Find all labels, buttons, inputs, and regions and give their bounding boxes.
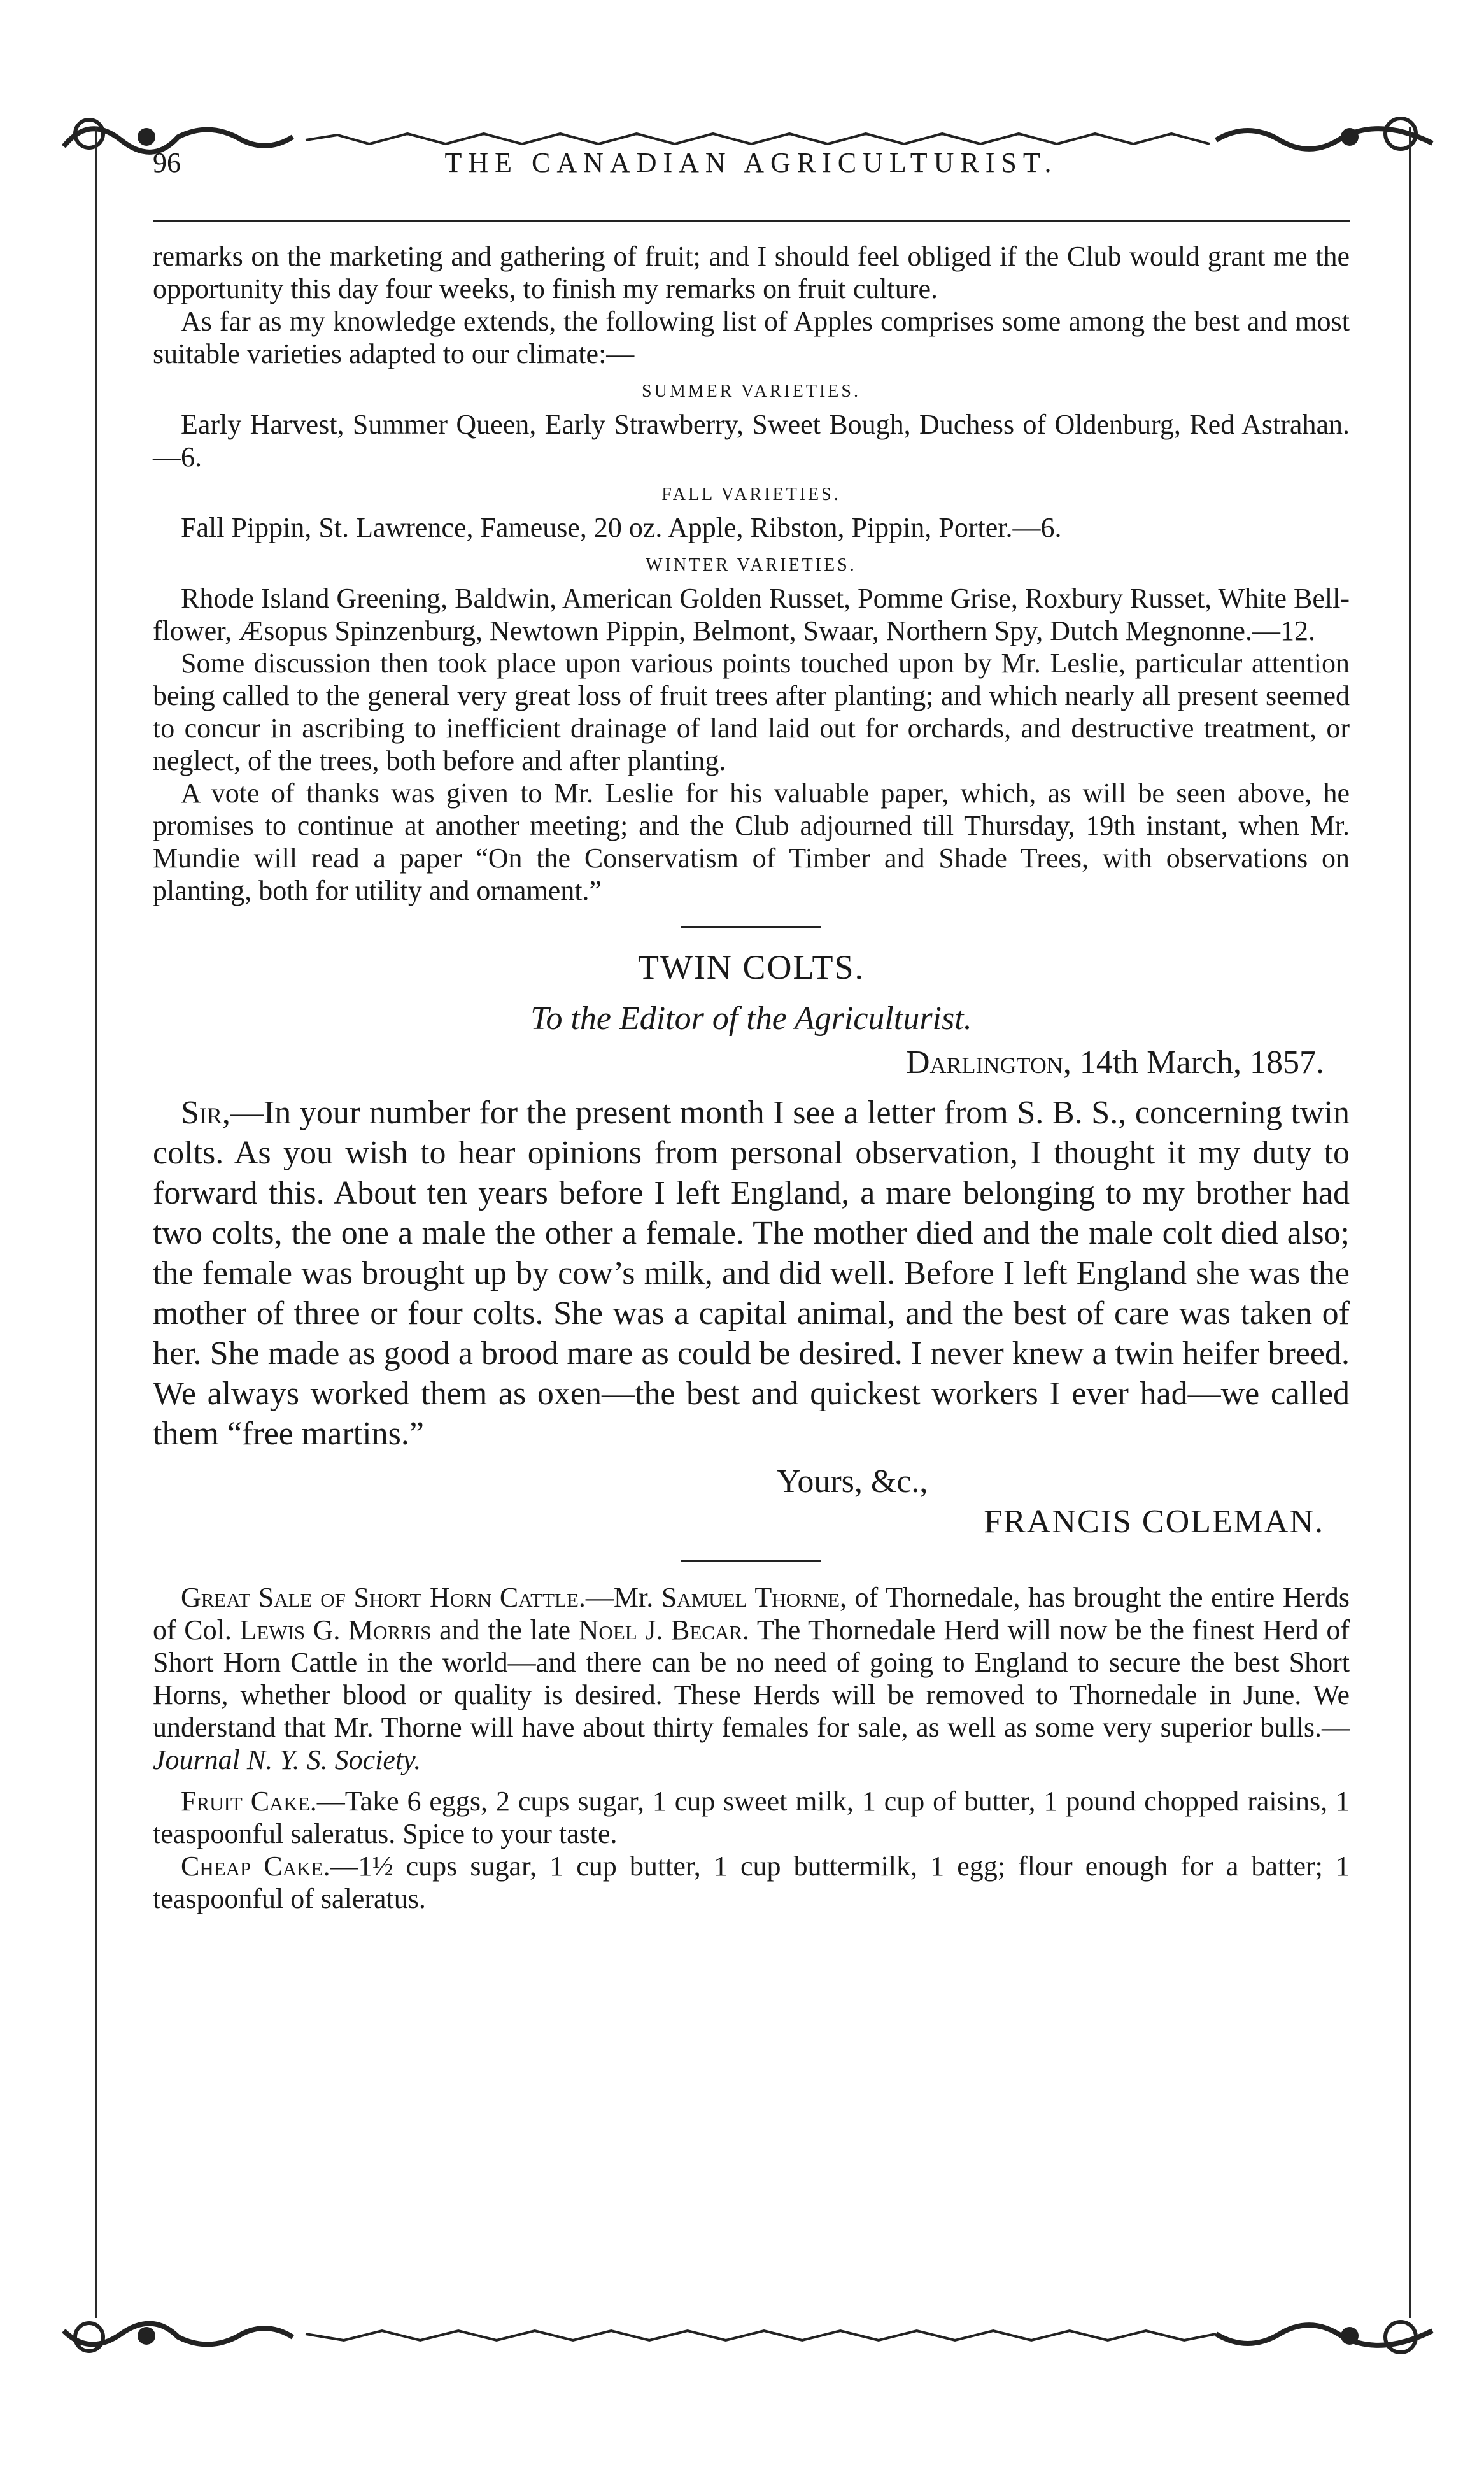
cattle-text-2: of Thornedale, has brought the entire Herds of Col. (153, 1582, 1350, 1646)
twin-colts-letter (153, 948, 1350, 1540)
section-divider (681, 926, 821, 928)
summer-varieties-heading: SUMMER VARIETIES. (642, 381, 861, 401)
cheap-cake-lead: Cheap Cake. (181, 1851, 330, 1882)
winter-varieties-list: Rhode Island Greening, Baldwin, American Golden Russet, Pomme Grise, Roxbury Russet, White Bell-flower, Æsopus Spinzenburg, Newtown Pippin, Belmont, Swaar, Northern Spy, Dutch Megnonne.—12. (153, 583, 1350, 646)
dateline-date: 14th March, 1857. (1079, 1044, 1324, 1081)
page-number: 96 (153, 147, 181, 178)
fall-varieties-heading: FALL VARIETIES. (661, 485, 841, 504)
letter-signature: FRANCIS COLEMAN. (984, 1504, 1324, 1540)
fruit-cake-lead: Fruit Cake. (181, 1786, 317, 1817)
fruit-cake-text: —Take 6 eggs, 2 cups sugar, 1 cup sweet milk, 1 cup of butter, 1 pound chopped raisins, 1 teaspoonful saleratus. Spice to your taste. (153, 1786, 1350, 1849)
cattle-sale-notice (153, 1581, 1350, 1776)
apples-intro-paragraph: As far as my knowledge extends, the following list of Apples comprises some among the best and most suitable varieties adapted to our climate:— (153, 306, 1350, 369)
article-title: TWIN COLTS. (638, 948, 865, 986)
running-title: THE CANADIAN AGRICULTURIST. (444, 147, 1058, 178)
letter-address: To the Editor of the Agriculturist. (530, 1000, 972, 1037)
summer-varieties-list: Early Harvest, Summer Queen, Early Strawberry, Sweet Bough, Duchess of Oldenburg, Red Astrahan.—6. (153, 409, 1350, 473)
letter-closing: Yours, &c., (777, 1463, 928, 1500)
cattle-text-4: The Thornedale Herd will now be the finest Herd of Short Horn Cattle in the world—and there can be no need of going to England to secure the best Short Horns, whether blood or quality is desired. These Herds will be removed to Thornedale in June. We understand that Mr. Thorne will have about thirty females for sale, as well as some very superior bulls.— (153, 1614, 1350, 1743)
letter-body-text: —In your number for the present month I see a letter from S. B. S., concerning twin colts. As you wish to hear opinions from personal observation, I thought it my duty to forward this. About ten years before I left England, a mare belonging to my brother had two colts, the one a male the other a female. The mother died and the male colt died also; the female was brought up by cow’s milk, and did well. Before I left England she was the mother of three or four colts. She was a capital animal, and the best of care was taken of her. She made as good a brood mare as could be desired. I never knew a twin heifer breed. We always worked them as oxen—the best and quickest workers I ever had—we called them “free martins.” (153, 1095, 1350, 1452)
letter-dateline (153, 1044, 1350, 1081)
letter-salutation: Sir, (181, 1095, 230, 1131)
cattle-text-1: —Mr. (585, 1582, 661, 1613)
cattle-sale-lead: Great Sale of Short Horn Cattle. (181, 1582, 586, 1613)
winter-varieties-heading: WINTER VARIETIES. (646, 555, 857, 575)
fruit-club-report (153, 240, 1350, 907)
fall-varieties-list: Fall Pippin, St. Lawrence, Fameuse, 20 oz. Apple, Ribston, Pippin, Porter.—6. (181, 512, 1062, 543)
cattle-source: Journal N. Y. S. Society. (153, 1744, 421, 1775)
cheap-cake-recipe (153, 1850, 1350, 1915)
continuation-paragraph: remarks on the marketing and gathering of fruit; and I should feel obliged if the Club would grant me the opportunity this day four weeks, to finish my remarks on fruit culture. (153, 241, 1350, 304)
dateline-place: Darlington, (905, 1044, 1071, 1081)
page-content (153, 146, 1350, 1915)
discussion-paragraph: Some discussion then took place upon various points touched upon by Mr. Leslie, particular attention being called to the general very great loss of fruit trees after planting; and which nearly all present seemed to concur in ascribing to inefficient drainage of land laid out for orchards, and destructive treatment, or neglect, of the trees, both before and after planting. (153, 648, 1350, 776)
section-divider-2 (681, 1560, 821, 1562)
fruit-cake-recipe (153, 1785, 1350, 1850)
notices (153, 1581, 1350, 1915)
cattle-text-3: and the late (431, 1614, 579, 1646)
cattle-name-2: Lewis G. Morris (239, 1614, 432, 1646)
cheap-cake-text: —1½ cups sugar, 1 cup butter, 1 cup buttermilk, 1 egg; flour enough for a batter; 1 teaspoonful of saleratus. (153, 1851, 1350, 1914)
vote-of-thanks-paragraph: A vote of thanks was given to Mr. Leslie for his valuable paper, which, as will be seen above, he promises to continue at another meeting; and the Club adjourned till Thursday, 19th instant, when Mr. Mundie will read a paper “On the Conservatism of Timber and Shade Trees, with observations on planting, both for utility and ornament.” (153, 778, 1350, 906)
cattle-name-1: Samuel Thorne, (661, 1582, 847, 1613)
letter-body (153, 1093, 1350, 1454)
page-header (153, 146, 1350, 222)
cattle-name-3: Noel J. Becar. (578, 1614, 750, 1646)
